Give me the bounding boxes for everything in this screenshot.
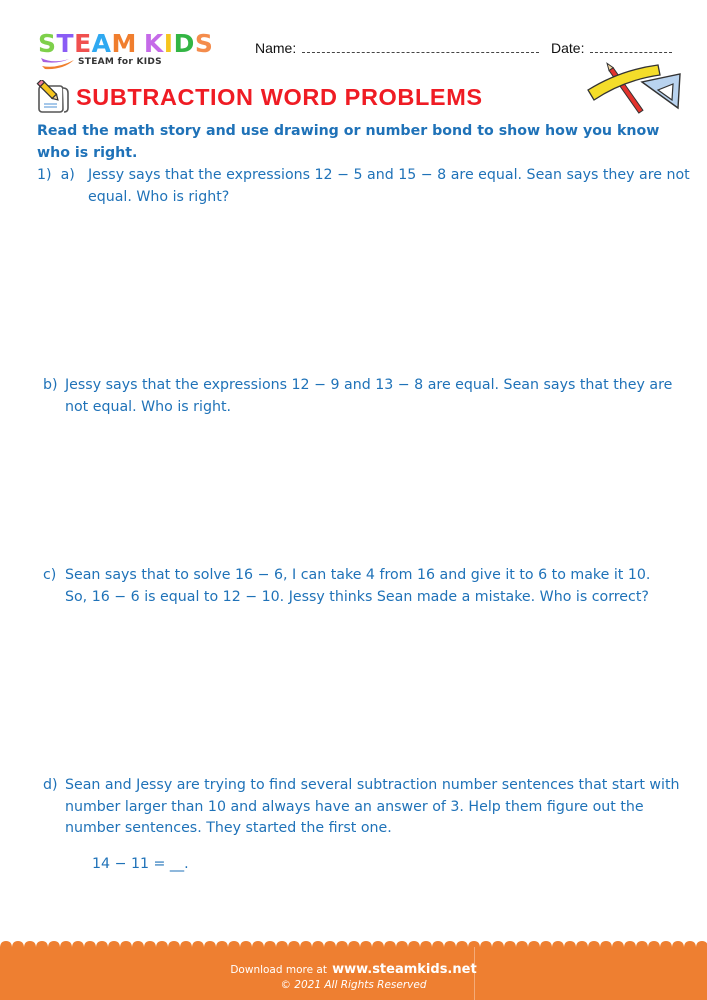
logo-letter: S	[38, 29, 57, 58]
date-field[interactable]	[590, 52, 672, 53]
logo-letter: E	[74, 29, 92, 58]
question-1a	[37, 165, 697, 208]
logo-wordmark	[38, 30, 213, 58]
question-marker: d)	[43, 777, 58, 793]
date-label: Date:	[551, 40, 585, 56]
question-text: Sean says that to solve 16 − 6, I can take 4 from 16 and give it to 6 to make it 10. So, 16 − 6 is equal to 12 − 10. Jessy thinks Sean made a mistake. Who is correct?	[65, 567, 651, 605]
question-marker: a)	[60, 167, 75, 183]
logo-letter: S	[194, 29, 214, 58]
logo-tagline: STEAM for KIDS	[78, 57, 162, 67]
logo-letter: K	[143, 29, 164, 58]
question-text: Jessy says that the expressions 12 − 9 and 13 − 8 are equal. Sean says that they are not equal. Who is right.	[65, 377, 673, 415]
name-field[interactable]	[302, 52, 539, 53]
logo-swoosh-icon	[39, 55, 77, 71]
logo-letter: M	[111, 29, 137, 58]
website-link[interactable]: www.steamkids.net	[332, 962, 477, 977]
logo-letter: D	[173, 29, 195, 58]
name-label: Name:	[255, 40, 297, 56]
steam-kids-logo	[38, 30, 238, 72]
question-text: Jessy says that the expressions 12 − 5 and 15 − 8 are equal. Sean says they are not equal. Who is right?	[88, 167, 690, 205]
question-number-label: 1)	[37, 167, 52, 183]
question-text: Sean and Jessy are trying to find several subtraction number sentences that start with number larger than 10 and always have an answer of 3. Help them figure out the number sentences. They started the first one.	[65, 777, 680, 836]
question-d	[43, 775, 683, 840]
page-title: SUBTRACTION WORD PROBLEMS	[76, 84, 483, 110]
ruler-pencil-triangle-icon	[580, 60, 700, 115]
example-equation: 14 − 11 = __.	[92, 856, 189, 872]
copyright: © 2021 All Rights Reserved	[280, 979, 427, 991]
question-c	[43, 565, 673, 608]
question-marker: b)	[43, 377, 58, 393]
question-b	[43, 375, 693, 418]
footer-band	[0, 947, 707, 1000]
logo-letter: T	[56, 29, 75, 58]
question-marker: c)	[43, 567, 57, 583]
pencil-paper-icon	[35, 80, 71, 114]
logo-letter: A	[91, 29, 112, 58]
question-number	[37, 165, 75, 187]
download-prefix: Download more at	[230, 964, 327, 976]
instructions: Read the math story and use drawing or number bond to show how you know who is right.	[37, 123, 660, 161]
footer-download	[0, 958, 707, 977]
logo-letter: I	[163, 29, 174, 58]
footer	[0, 940, 707, 1000]
